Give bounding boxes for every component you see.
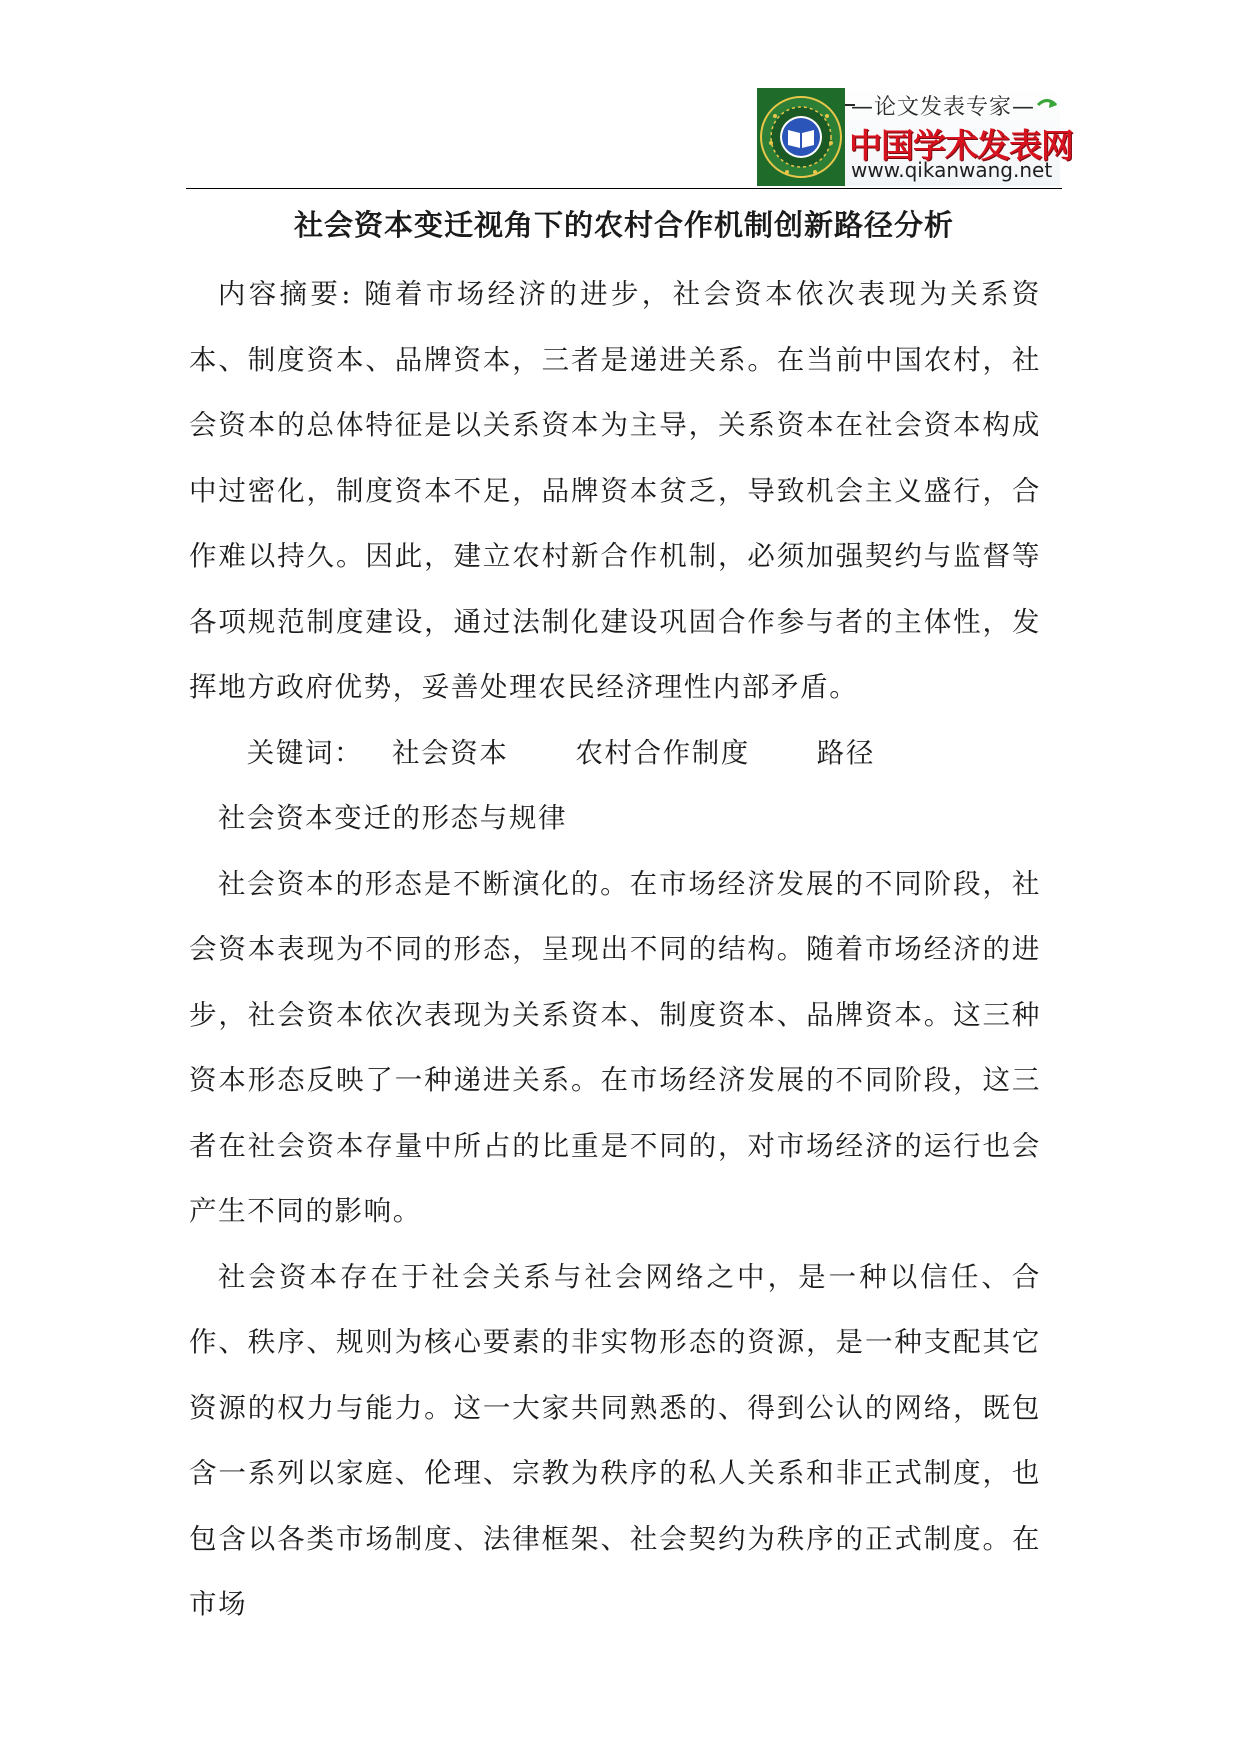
document-body bbox=[189, 262, 1041, 1638]
keyword-item: 路径 bbox=[816, 736, 875, 769]
site-logo[interactable] bbox=[757, 88, 1073, 186]
logo-name: 中国学术发表网 bbox=[849, 126, 1073, 165]
keywords-label: 关键词： bbox=[246, 736, 364, 769]
logo-arrow-icon bbox=[1036, 94, 1058, 116]
abstract-paragraph: 内容摘要: 随着市场经济的进步，社会资本依次表现为关系资本、制度资本、品牌资本，三者是递进关系。在当前中国农村，社会资本的总体特征是以关系资本为主导，关系资本在社会资本构成中过密化，制度资本不足，品牌资本贫乏，导致机会主义盛行，合作难以持久。因此，建立农村新合作机制，必须加强契约与监督等各项规范制度建设，通过法制化建设巩固合作参与者的主体性，发挥地方政府优势，妥善处理农民经济理性内部矛盾。 bbox=[189, 278, 1041, 703]
keywords-line bbox=[189, 721, 1041, 787]
document-title: 社会资本变迁视角下的农村合作机制创新路径分析 bbox=[293, 208, 954, 242]
keyword-item: 农村合作制度 bbox=[575, 736, 750, 769]
logo-seal-icon bbox=[757, 88, 845, 186]
body-paragraph: 社会资本存在于社会关系与社会网络之中，是一种以信任、合作、秩序、规则为核心要素的非实物形态的资源，是一种支配其它资源的权力与能力。这一大家共同熟悉的、得到公认的网络，既包含一系列以家庭、伦理、宗教为秩序的私人关系和非正式制度，也包含以各类市场制度、法律框架、社会契约为秩序的正式制度。在市场 bbox=[189, 1260, 1041, 1620]
logo-slogan: —论文发表专家— bbox=[851, 95, 1036, 120]
body-paragraph: 社会资本的形态是不断演化的。在市场经济发展的不同阶段，社会资本表现为不同的形态，呈现出不同的结构。随着市场经济的进步，社会资本依次表现为关系资本、制度资本、品牌资本。这三种资本形态反映了一种递进关系。在市场经济发展的不同阶段，这三者在社会资本存量中所占的比重是不同的，对市场经济的运行也会产生不同的影响。 bbox=[189, 867, 1041, 1227]
keyword-item: 社会资本 bbox=[392, 736, 509, 769]
logo-text-block bbox=[845, 88, 1073, 186]
logo-url: www.qikanwang.net bbox=[851, 158, 1053, 182]
section-heading: 社会资本变迁的形态与规律 bbox=[217, 802, 568, 834]
header-divider bbox=[186, 188, 1062, 189]
